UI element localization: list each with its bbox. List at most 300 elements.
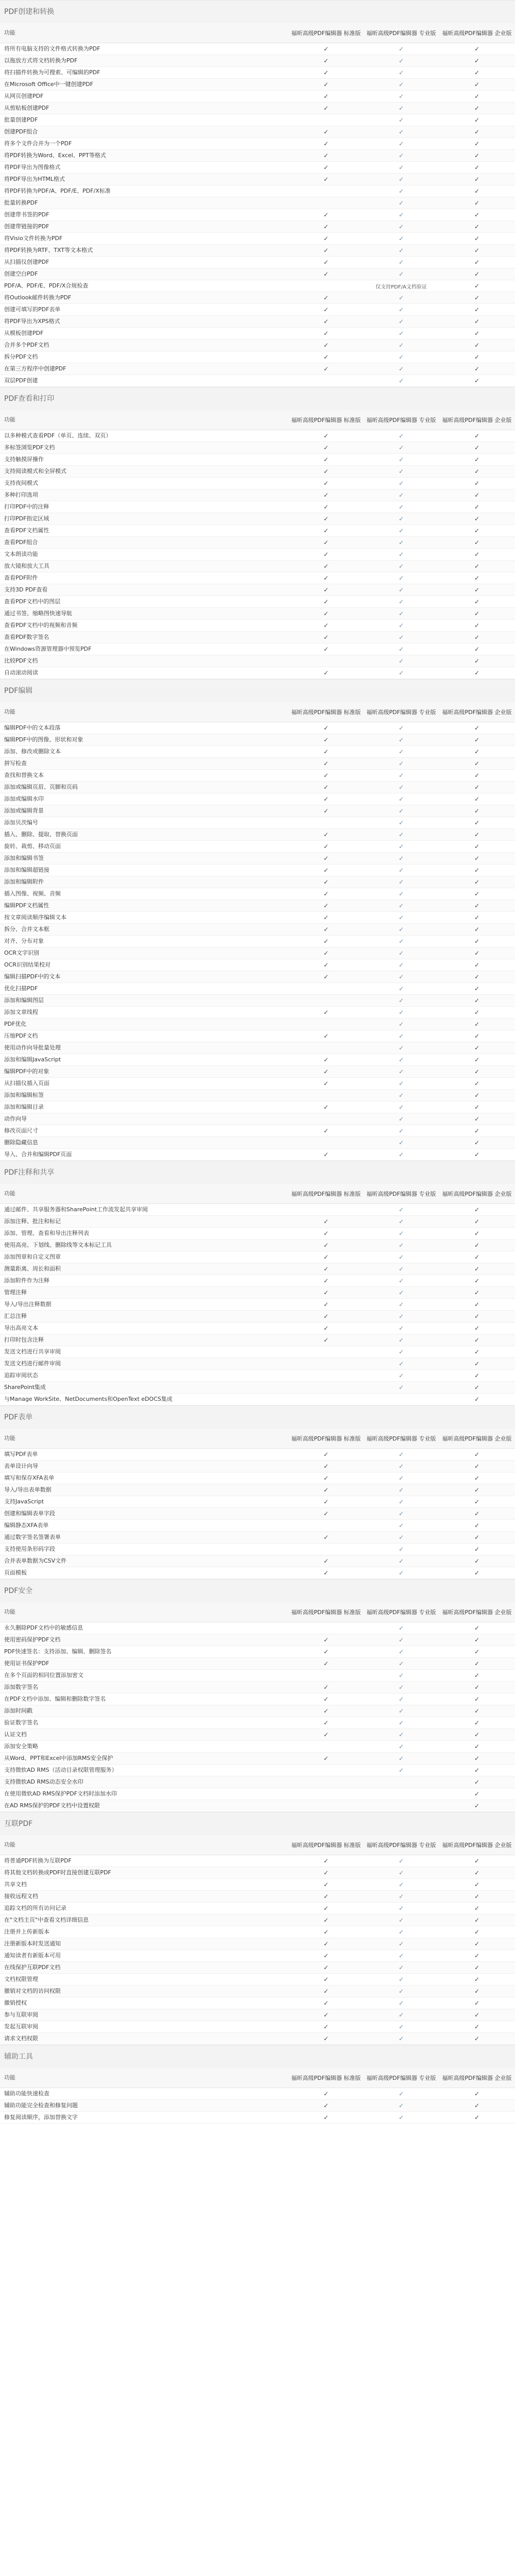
check-icon: ✓ <box>474 926 480 933</box>
check-icon: ✓ <box>474 1325 480 1332</box>
feature-cell: 自动滚动阅读 <box>4 669 38 676</box>
feature-cell: 通过书签、缩略图快速导航 <box>4 610 72 617</box>
feature-cell: 添加注释、批注和标记 <box>4 1218 61 1225</box>
feature-cell: 文档权限管理 <box>4 1976 38 1982</box>
check-icon: ✓ <box>323 57 329 64</box>
check-icon: ✓ <box>398 1893 404 1900</box>
feature-cell: 从模板创建PDF <box>4 330 44 336</box>
check-icon: ✓ <box>474 1206 480 1213</box>
check-icon: ✓ <box>474 539 480 546</box>
table-row <box>0 1520 515 1532</box>
check-icon: ✓ <box>474 1940 480 1947</box>
table-row <box>0 1544 515 1555</box>
feature-cell: 编辑PDF中的图像、形状和对象 <box>4 736 83 743</box>
check-icon: ✓ <box>474 140 480 147</box>
table-row <box>0 304 515 316</box>
check-icon: ✓ <box>398 973 404 980</box>
check-icon: ✓ <box>323 1881 329 1888</box>
check-icon: ✓ <box>474 1044 480 1052</box>
feature-cell: 查看PDF数字签名 <box>4 634 49 640</box>
check-icon: ✓ <box>474 784 480 791</box>
check-icon: ✓ <box>398 480 404 487</box>
check-icon: ✓ <box>323 1253 329 1261</box>
table-row <box>0 150 515 162</box>
check-icon: ✓ <box>474 1755 480 1762</box>
check-icon: ✓ <box>323 1463 329 1470</box>
check-icon: ✓ <box>398 669 404 676</box>
header-cell-feature: 功能 <box>4 1190 15 1197</box>
feature-cell: OCR识别结果校对 <box>4 961 50 968</box>
check-icon: ✓ <box>323 1301 329 1308</box>
table-row <box>0 537 515 549</box>
table-row <box>0 513 515 525</box>
table-row <box>0 1101 515 1113</box>
table-row <box>0 841 515 853</box>
check-icon: ✓ <box>323 1032 329 1040</box>
table-row <box>0 1776 515 1788</box>
note-cell: 仅支持PDF/A文档验证 <box>375 284 427 290</box>
check-icon: ✓ <box>398 353 404 361</box>
check-icon: ✓ <box>323 586 329 594</box>
table-row <box>0 2112 515 2124</box>
table-row <box>0 1634 515 1646</box>
check-icon: ✓ <box>398 914 404 921</box>
header-cell-feature: 功能 <box>4 2074 15 2081</box>
table-body <box>0 1622 515 1812</box>
feature-cell: 注册新版本时发送通知 <box>4 1940 61 1947</box>
feature-cell: 将PDF导出为图像格式 <box>4 164 61 171</box>
table-row <box>0 853 515 865</box>
check-icon: ✓ <box>398 563 404 570</box>
table-row <box>0 1125 515 1137</box>
check-icon: ✓ <box>323 563 329 570</box>
check-icon: ✓ <box>474 1396 480 1403</box>
check-icon: ✓ <box>398 1557 404 1565</box>
table-row <box>0 197 515 209</box>
check-icon: ✓ <box>474 1301 480 1308</box>
check-icon: ✓ <box>398 807 404 815</box>
check-icon: ✓ <box>474 1218 480 1225</box>
feature-cell: SharePoint集成 <box>4 1384 46 1391</box>
check-icon: ✓ <box>398 902 404 909</box>
table-row <box>0 876 515 888</box>
check-icon: ✓ <box>398 1510 404 1517</box>
header-cell-col2: 福昕高级PDF编辑器 专业版 <box>366 1435 436 1442</box>
check-icon: ✓ <box>323 1648 329 1655</box>
check-icon: ✓ <box>474 199 480 207</box>
check-icon: ✓ <box>323 503 329 511</box>
table-row <box>0 1394 515 1405</box>
check-icon: ✓ <box>323 1964 329 1971</box>
feature-cell: 在"文档主页"中查看文档详细信息 <box>4 1917 89 1923</box>
feature-cell: 添加和编辑图层 <box>4 997 44 1004</box>
check-icon: ✓ <box>398 1928 404 1936</box>
check-icon: ✓ <box>398 515 404 522</box>
check-icon: ✓ <box>474 563 480 570</box>
header-cell-feature: 功能 <box>4 29 15 36</box>
check-icon: ✓ <box>398 294 404 301</box>
check-icon: ✓ <box>474 492 480 499</box>
feature-cell: 撤销授权 <box>4 1999 27 2006</box>
check-icon: ✓ <box>474 1265 480 1273</box>
check-icon: ✓ <box>323 105 329 112</box>
check-icon: ✓ <box>398 1451 404 1458</box>
table-row <box>0 280 515 292</box>
table-row <box>0 1914 515 1926</box>
table-row <box>0 793 515 805</box>
table-row <box>0 655 515 667</box>
check-icon: ✓ <box>323 45 329 53</box>
check-icon: ✓ <box>474 2090 480 2097</box>
table-row <box>0 489 515 501</box>
check-icon: ✓ <box>474 724 480 732</box>
check-icon: ✓ <box>398 1325 404 1332</box>
feature-cell: 注册并上传新版本 <box>4 1928 49 1935</box>
check-icon: ✓ <box>398 1242 404 1249</box>
check-icon: ✓ <box>398 1976 404 1983</box>
check-icon: ✓ <box>474 1092 480 1099</box>
check-icon: ✓ <box>323 1265 329 1273</box>
table-row <box>0 185 515 197</box>
check-icon: ✓ <box>323 247 329 254</box>
feature-cell: 在使用微软AD RMS保护PDF文档时添加水印 <box>4 1790 117 1797</box>
check-icon: ✓ <box>398 736 404 743</box>
table-row <box>0 1346 515 1358</box>
check-icon: ✓ <box>474 1289 480 1296</box>
feature-cell: 查看PDF组合 <box>4 539 38 546</box>
check-icon: ✓ <box>474 961 480 969</box>
check-icon: ✓ <box>323 2035 329 2042</box>
check-icon: ✓ <box>398 365 404 372</box>
feature-cell: 查看PDF文档中的视频和音频 <box>4 622 78 629</box>
check-icon: ✓ <box>323 1289 329 1296</box>
check-icon: ✓ <box>323 1230 329 1237</box>
check-icon: ✓ <box>398 2011 404 2019</box>
check-icon: ✓ <box>323 622 329 629</box>
table-row <box>0 1449 515 1461</box>
check-icon: ✓ <box>398 2102 404 2109</box>
table-row <box>0 1879 515 1891</box>
feature-cell: 将扫描件转换为可搜索、可编辑的PDF <box>4 69 100 76</box>
check-icon: ✓ <box>323 468 329 475</box>
feature-cell: 永久删除PDF文档中的敏感信息 <box>4 1624 83 1631</box>
check-icon: ✓ <box>323 1940 329 1947</box>
check-icon: ✓ <box>398 1905 404 1912</box>
check-icon: ✓ <box>323 973 329 980</box>
feature-cell: 添加、修改或删除文本 <box>4 748 61 755</box>
feature-cell: 从网页创建PDF <box>4 93 44 99</box>
table-row <box>0 912 515 924</box>
check-icon: ✓ <box>398 855 404 862</box>
check-icon: ✓ <box>474 1660 480 1667</box>
header-cell-feature: 功能 <box>4 708 15 715</box>
check-icon: ✓ <box>398 622 404 629</box>
check-icon: ✓ <box>474 657 480 665</box>
check-icon: ✓ <box>323 1976 329 1983</box>
table-row <box>0 1042 515 1054</box>
check-icon: ✓ <box>474 1277 480 1284</box>
check-icon: ✓ <box>323 93 329 100</box>
header-cell-feature: 功能 <box>4 1608 15 1615</box>
feature-cell: 支持阅读模式和全屏模式 <box>4 468 66 474</box>
check-icon: ✓ <box>323 1313 329 1320</box>
check-icon: ✓ <box>398 1277 404 1284</box>
check-icon: ✓ <box>474 1672 480 1679</box>
check-icon: ✓ <box>398 116 404 124</box>
check-icon: ✓ <box>474 1021 480 1028</box>
feature-cell: 以拖放方式将文档转换为PDF <box>4 57 78 64</box>
check-icon: ✓ <box>474 81 480 88</box>
check-icon: ✓ <box>398 772 404 779</box>
check-icon: ✓ <box>398 456 404 463</box>
check-icon: ✓ <box>474 760 480 767</box>
feature-cell: 添加贝茨编号 <box>4 819 38 826</box>
feature-cell: 将PDF转换为Word、Excel、PPT等格式 <box>4 152 106 159</box>
feature-cell: 发送文档进行邮件审阅 <box>4 1360 61 1367</box>
check-icon: ✓ <box>474 1451 480 1458</box>
table-row <box>0 525 515 537</box>
check-icon: ✓ <box>323 914 329 921</box>
check-icon: ✓ <box>398 1857 404 1865</box>
header-cell-col3: 福昕高级PDF编辑器 企业版 <box>442 1435 512 1442</box>
header-cell-col1: 福昕高级PDF编辑器 标准版 <box>291 1609 361 1616</box>
check-icon: ✓ <box>398 1372 404 1379</box>
check-icon: ✓ <box>323 1696 329 1703</box>
table-row <box>0 865 515 876</box>
feature-cell: 添加安全策略 <box>4 1743 38 1750</box>
feature-cell: 支持JavaScript <box>4 1498 44 1505</box>
table-row <box>0 722 515 734</box>
check-icon: ✓ <box>474 1104 480 1111</box>
check-icon: ✓ <box>398 1869 404 1876</box>
feature-cell: 将PDF导出为XPS格式 <box>4 318 60 325</box>
check-icon: ✓ <box>398 1313 404 1320</box>
table-row <box>0 817 515 829</box>
check-icon: ✓ <box>474 1360 480 1367</box>
check-icon: ✓ <box>474 1384 480 1391</box>
check-icon: ✓ <box>474 45 480 53</box>
feature-cell: 添加时间戳 <box>4 1707 32 1714</box>
check-icon: ✓ <box>398 377 404 384</box>
check-icon: ✓ <box>474 2035 480 2042</box>
check-icon: ✓ <box>323 669 329 676</box>
check-icon: ✓ <box>398 152 404 159</box>
feature-cell: 添加和编辑超链接 <box>4 867 49 873</box>
feature-cell: 在多个页面的相同位置添加密文 <box>4 1672 83 1679</box>
check-icon: ✓ <box>474 1498 480 1505</box>
table-body <box>0 1449 515 1579</box>
check-icon: ✓ <box>398 843 404 850</box>
check-icon: ✓ <box>398 1104 404 1111</box>
check-icon: ✓ <box>323 81 329 88</box>
feature-cell: 修改页面尺寸 <box>4 1127 38 1134</box>
check-icon: ✓ <box>398 1743 404 1750</box>
feature-cell: 从扫描仪创建PDF <box>4 259 49 265</box>
check-icon: ✓ <box>398 657 404 665</box>
check-icon: ✓ <box>323 634 329 641</box>
feature-cell: 添加和编辑附件 <box>4 878 44 885</box>
check-icon: ✓ <box>323 1731 329 1738</box>
table-row <box>0 162 515 174</box>
feature-cell: 添加和编辑目录 <box>4 1104 44 1110</box>
feature-cell: 合并多个PDF文档 <box>4 342 49 348</box>
table-row <box>0 549 515 561</box>
table-row <box>0 174 515 185</box>
table-row <box>0 1646 515 1658</box>
check-icon: ✓ <box>323 69 329 76</box>
feature-cell: 汇总注释 <box>4 1313 27 1319</box>
check-icon: ✓ <box>474 1648 480 1655</box>
table-row <box>0 770 515 782</box>
feature-cell: 验证数字签名 <box>4 1719 38 1726</box>
check-icon: ✓ <box>323 515 329 522</box>
feature-cell: 从剪贴板创建PDF <box>4 105 49 111</box>
check-icon: ✓ <box>323 843 329 850</box>
table-row <box>0 103 515 114</box>
check-icon: ✓ <box>323 961 329 969</box>
feature-cell: 旋转、裁剪、移动页面 <box>4 843 61 850</box>
check-icon: ✓ <box>474 819 480 826</box>
feature-cell: 将多个文件合并为一个PDF <box>4 140 72 147</box>
table-row <box>0 1358 515 1370</box>
feature-cell: 插入、删除、提取、替换页面 <box>4 831 78 838</box>
check-icon: ✓ <box>398 93 404 100</box>
feature-cell: 创建和编辑表单字段 <box>4 1510 55 1517</box>
feature-cell: 填写和保存XFA表单 <box>4 1475 55 1481</box>
check-icon: ✓ <box>474 1372 480 1379</box>
table-row <box>0 1753 515 1765</box>
check-icon: ✓ <box>474 1534 480 1541</box>
check-icon: ✓ <box>474 1475 480 1482</box>
header-cell-col2: 福昕高级PDF编辑器 专业版 <box>366 1191 436 1197</box>
table-row <box>0 1508 515 1520</box>
header-cell-col3: 福昕高级PDF编辑器 企业版 <box>442 709 512 716</box>
table-header <box>0 1184 515 1204</box>
table-row <box>0 1019 515 1030</box>
check-icon: ✓ <box>398 1522 404 1529</box>
table-row <box>0 1287 515 1299</box>
check-icon: ✓ <box>323 492 329 499</box>
feature-cell: 支持微软AD RMS动态安全水印 <box>4 1778 83 1785</box>
feature-cell: 支持微软AD RMS（活动目录权限管理服务） <box>4 1767 117 1773</box>
check-icon: ✓ <box>398 1917 404 1924</box>
check-icon: ✓ <box>474 1719 480 1726</box>
check-icon: ✓ <box>474 878 480 886</box>
check-icon: ✓ <box>398 1151 404 1158</box>
section-title: PDF创建和转换 <box>0 0 515 23</box>
table-row <box>0 995 515 1007</box>
check-icon: ✓ <box>323 1151 329 1158</box>
check-icon: ✓ <box>398 1206 404 1213</box>
header-cell-col1: 福昕高级PDF编辑器 标准版 <box>291 1191 361 1197</box>
check-icon: ✓ <box>398 1044 404 1052</box>
check-icon: ✓ <box>474 1857 480 1865</box>
table-header <box>0 1429 515 1449</box>
check-icon: ✓ <box>323 330 329 337</box>
check-icon: ✓ <box>398 610 404 617</box>
check-icon: ✓ <box>474 1080 480 1087</box>
table-row <box>0 1788 515 1800</box>
table-row <box>0 1382 515 1394</box>
check-icon: ✓ <box>398 176 404 183</box>
check-icon: ✓ <box>323 950 329 957</box>
check-icon: ✓ <box>398 342 404 349</box>
feature-cell: 插入图像、视频、音频 <box>4 890 61 897</box>
check-icon: ✓ <box>398 1755 404 1762</box>
table-row <box>0 758 515 770</box>
table-row <box>0 114 515 126</box>
check-icon: ✓ <box>474 1569 480 1577</box>
check-icon: ✓ <box>323 1557 329 1565</box>
section <box>0 0 515 387</box>
check-icon: ✓ <box>398 1068 404 1075</box>
check-icon: ✓ <box>474 1230 480 1237</box>
check-icon: ✓ <box>323 1893 329 1900</box>
feature-cell: 通过邮件、共享服务器和SharePoint工作流发起共享审阅 <box>4 1206 148 1213</box>
header-cell-col1: 福昕高级PDF编辑器 标准版 <box>291 2075 361 2081</box>
check-icon: ✓ <box>398 1021 404 1028</box>
table-row <box>0 924 515 936</box>
check-icon: ✓ <box>398 890 404 897</box>
check-icon: ✓ <box>323 176 329 183</box>
check-icon: ✓ <box>398 760 404 767</box>
check-icon: ✓ <box>398 831 404 838</box>
check-icon: ✓ <box>323 807 329 815</box>
table-row <box>0 1334 515 1346</box>
table-row <box>0 1090 515 1101</box>
check-icon: ✓ <box>323 2114 329 2121</box>
feature-cell: 比较PDF文档 <box>4 657 38 664</box>
table-row <box>0 351 515 363</box>
feature-cell: 导入/导出表单数据 <box>4 1486 52 1493</box>
check-icon: ✓ <box>323 235 329 242</box>
section <box>0 387 515 679</box>
check-icon: ✓ <box>398 1684 404 1691</box>
check-icon: ✓ <box>398 1384 404 1391</box>
table-row <box>0 2088 515 2100</box>
check-icon: ✓ <box>474 831 480 838</box>
table-row <box>0 596 515 608</box>
check-icon: ✓ <box>323 1498 329 1505</box>
check-icon: ✓ <box>474 1486 480 1494</box>
check-icon: ✓ <box>474 1964 480 1971</box>
check-icon: ✓ <box>398 539 404 546</box>
check-icon: ✓ <box>474 353 480 361</box>
table-row <box>0 233 515 245</box>
feature-cell: PDF快速签名：支持添加、编辑、删除签名 <box>4 1648 112 1655</box>
check-icon: ✓ <box>474 503 480 511</box>
check-icon: ✓ <box>323 1684 329 1691</box>
check-icon: ✓ <box>474 843 480 850</box>
check-icon: ✓ <box>398 1080 404 1087</box>
check-icon: ✓ <box>474 93 480 100</box>
feature-cell: 添加附件作为注释 <box>4 1277 49 1284</box>
check-icon: ✓ <box>323 1127 329 1134</box>
table-row <box>0 2033 515 2045</box>
table-row <box>0 947 515 959</box>
table-row <box>0 1658 515 1670</box>
table-row <box>0 138 515 150</box>
check-icon: ✓ <box>323 164 329 171</box>
table-row <box>0 1532 515 1544</box>
check-icon: ✓ <box>474 646 480 653</box>
check-icon: ✓ <box>323 784 329 791</box>
feature-cell: 测量距离、周长和面积 <box>4 1265 61 1272</box>
table-row <box>0 782 515 793</box>
check-icon: ✓ <box>474 1242 480 1249</box>
check-icon: ✓ <box>474 468 480 475</box>
feature-cell: 创建空白PDF <box>4 270 38 277</box>
